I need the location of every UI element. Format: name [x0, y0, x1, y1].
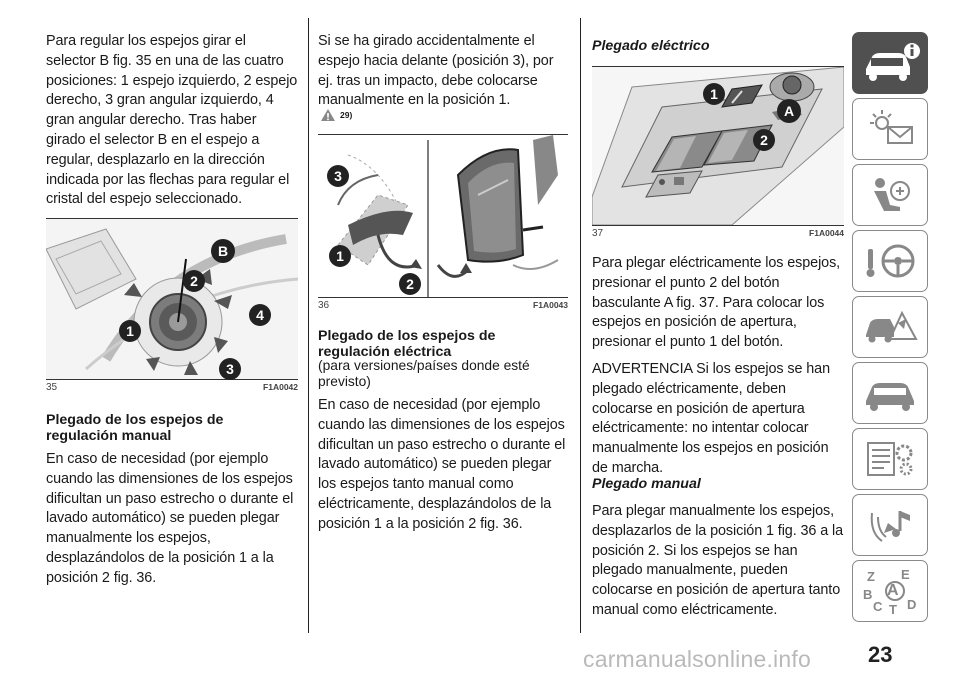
tab-driving[interactable] — [852, 230, 928, 292]
figure-36-number: 36 — [318, 300, 330, 311]
svg-text:B: B — [217, 243, 229, 259]
airbag-seat-icon — [860, 173, 920, 217]
svg-text:1: 1 — [336, 248, 344, 264]
fig35-label-4 — [248, 303, 272, 327]
svg-text:2: 2 — [190, 273, 198, 289]
figure-37-number: 37 — [592, 228, 604, 239]
watermark: carmanualsonline.info — [583, 646, 811, 672]
figure-37-code: F1A0044 — [809, 228, 844, 238]
car-info-icon — [858, 41, 922, 85]
fig36-label-3 — [326, 164, 350, 188]
fig35-label-1 — [118, 319, 142, 343]
tab-vehicle-info[interactable] — [852, 32, 928, 94]
svg-text:C: C — [873, 599, 883, 614]
manual-mirror-heading: Plegado de los espejos de regulación manual — [46, 412, 224, 444]
figure-35 — [46, 218, 298, 393]
tab-safety[interactable] — [852, 164, 928, 226]
fig36-label-2 — [398, 272, 422, 296]
column-rule-2 — [580, 18, 581, 633]
tab-warning-lights[interactable] — [852, 98, 928, 160]
svg-text:E: E — [901, 567, 910, 582]
tab-technical-data[interactable] — [852, 428, 928, 490]
mirror-selector-illustration — [46, 219, 298, 379]
svg-text:Z: Z — [867, 569, 875, 584]
accident-icon — [860, 305, 920, 349]
fig35-label-2 — [182, 269, 206, 293]
electric-mirror-heading: Plegado de los espejos de regulación eléctrica — [318, 328, 496, 360]
svg-text:2: 2 — [760, 132, 768, 148]
fig35-label-3 — [218, 357, 242, 381]
svg-text:1: 1 — [126, 323, 134, 339]
figure-35-code: F1A0042 — [263, 382, 298, 392]
figure-36 — [318, 134, 568, 311]
mirror-forward-text: Si se ha girado accidentalmente el espejo hacia delante (posición 3), por ej. tras un impacto, debe colocarse manualmente en la posición 1. — [318, 33, 554, 109]
steering-wheel-icon — [860, 239, 920, 283]
mirror-fold-illustration — [318, 135, 568, 297]
tab-maintenance[interactable] — [852, 362, 928, 424]
manual-fold-heading: Plegado manual — [592, 476, 701, 492]
fig37-label-1 — [702, 82, 726, 106]
fig36-label-1 — [328, 244, 352, 268]
warning-reference — [320, 108, 352, 122]
warning-ref-number: 29) — [340, 110, 353, 120]
svg-text:B: B — [863, 587, 873, 602]
svg-text:T: T — [889, 602, 897, 615]
electric-fold-heading: Plegado eléctrico — [592, 38, 710, 54]
svg-text:3: 3 — [334, 168, 342, 184]
tab-index[interactable] — [852, 560, 928, 622]
electric-mirror-text: En caso de necesidad (por ejemplo cuando las dimensiones de los espejos dificultan un paso estrecho o durante el lavado automático) se pueden plegar los espejos tanto manual como eléctricamente, desplazándolos de la posición 1 a la posición 2 fig. 36. — [318, 397, 566, 532]
electric-mirror-subheading: (para versiones/países donde esté previsto) — [318, 358, 530, 389]
svg-text:2: 2 — [406, 276, 414, 292]
tab-emergency[interactable] — [852, 296, 928, 358]
chapter-tabs — [852, 32, 928, 626]
multimedia-icon — [860, 503, 920, 547]
manual-mirror-text: En caso de necesidad (por ejemplo cuando las dimensiones de los espejos dificultan un paso estrecho o durante el lavado automático) se pueden plegar manualmente los espejos, desplazándolos de la posición 1 a la posición 2 fig. 36. — [46, 451, 294, 586]
svg-text:A: A — [783, 103, 795, 119]
svg-text:D: D — [907, 597, 917, 612]
alphabet-index-icon — [859, 567, 921, 615]
svg-text:A: A — [887, 582, 899, 599]
svg-text:4: 4 — [256, 307, 264, 323]
figure-37 — [592, 66, 844, 239]
car-service-icon — [860, 371, 920, 415]
mirror-adjust-text: Para regular los espejos girar el selector B fig. 35 en una de las cuatro posiciones: 1 espejo izquierdo, 2 espejo derecho, 3 gran angular izquierdo, 4 gran angular derecho. Tras haber girado el selector B en el espejo a regular, desplazarlo en la dirección indicada por las flechas para regular el cristal del espejo seleccionado. — [46, 33, 298, 208]
fig35-label-b — [210, 238, 236, 264]
figure-35-number: 35 — [46, 382, 58, 393]
figure-36-code: F1A0043 — [533, 300, 568, 310]
warning-lights-icon — [860, 107, 920, 151]
electric-fold-warning: ADVERTENCIA Si los espejos se han plegado eléctricamente, deben colocarse en posición de apertura eléctricamente: no intentar colocar manualmente los espejos en posición de marcha. — [592, 361, 830, 476]
svg-text:3: 3 — [226, 361, 234, 377]
warning-triangle-icon — [320, 108, 336, 122]
column-rule-1 — [308, 18, 309, 633]
electric-fold-text: Para plegar eléctricamente los espejos, presionar el punto 2 del botón basculante A fig. 37. Para colocar los espejos en posición de apertura, presionar el punto 1 del botón. — [592, 255, 841, 351]
manual-fold-text: Para plegar manualmente los espejos, desplazarlos de la posición 1 fig. 36 a la posición 2. Si los espejos se han plegado manualmente, pueden colocarse en posición de apertura tanto manual como eléctricamente. — [592, 503, 843, 618]
fig37-label-a — [776, 98, 802, 124]
page-number: 23 — [868, 642, 893, 667]
technical-data-icon — [860, 437, 920, 481]
tab-multimedia[interactable] — [852, 494, 928, 556]
svg-text:1: 1 — [710, 86, 718, 102]
fig37-label-2 — [752, 128, 776, 152]
